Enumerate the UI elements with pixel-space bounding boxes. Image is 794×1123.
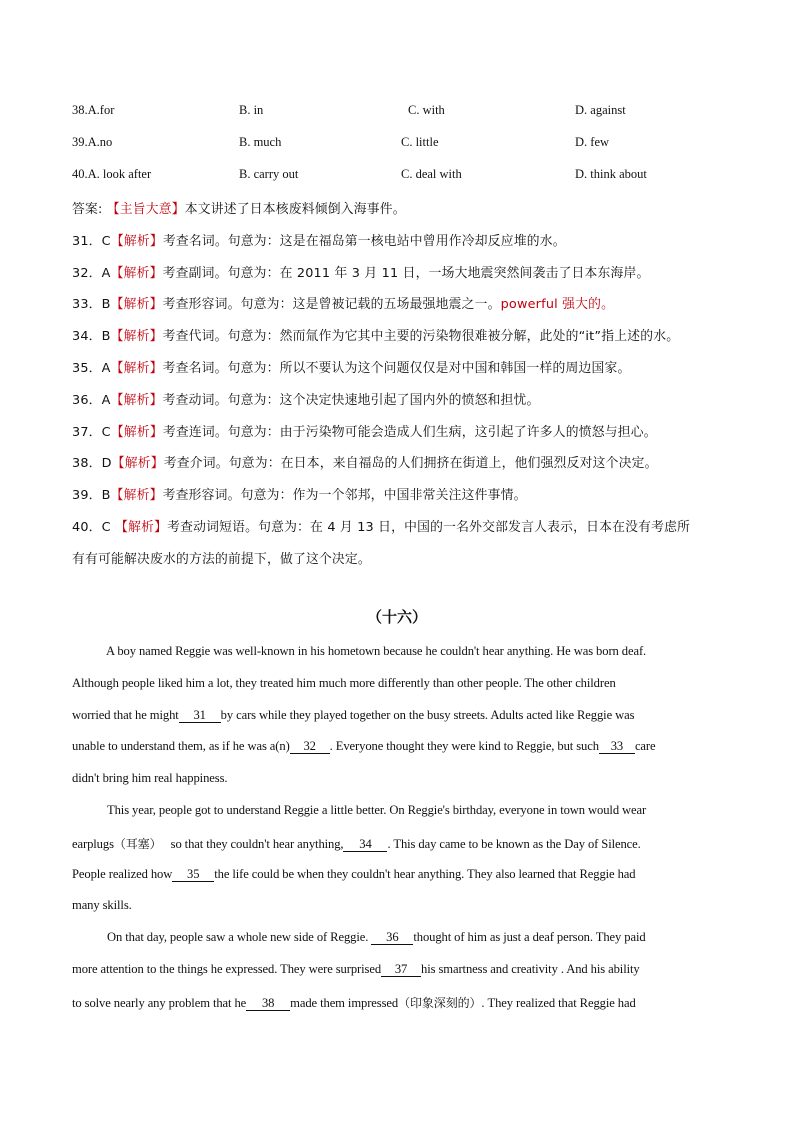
blank-38[interactable]: 38 [246,997,290,1011]
section-title: （十六） [366,608,427,626]
main-idea-tag: 【主旨大意】 [106,202,185,217]
option-row-40 [72,167,732,187]
answer-39: 39．B【解析】考查形容词。句意为：作为一个邻邦，中国非常关注这件事情。 [72,488,527,503]
main-idea-text: 本文讲述了日本核废料倾倒入海事件。 [184,202,406,217]
option-b: B. in [239,103,264,117]
option-c: C. deal with [401,167,462,181]
blank-33[interactable]: 33 [599,740,635,754]
answer-40: 40．C 【解析】考查动词短语。句意为：在 4 月 13 日，中国的一名外交部发言人表示，日本在没有考虑所 [72,520,691,535]
option-d: D. few [575,135,610,149]
blank-32[interactable]: 32 [290,740,330,754]
passage-line: didn't bring him real happiness. [72,771,228,785]
passage-line: earplugs（耳塞） so that they couldn't hear anything, 34 . This day came to be known as the Day of Silence. [72,837,641,851]
option-a: 38.A.for [72,103,115,117]
passage-line: worried that he might 31 by cars while they played together on the busy streets. Adults acted like Reggie was [72,708,635,722]
passage-line: Although people liked him a lot, they treated him much more differently than other people. The other children [72,676,616,690]
passage-line: A boy named Reggie was well-known in his hometown because he couldn't hear anything. He was born deaf. [106,644,647,658]
answer-35: 35．A【解析】考查名词。句意为：所以不要认为这个问题仅仅是对中国和韩国一样的周边国家。 [72,361,631,376]
answer-header [72,198,732,217]
answer-33: 33．B【解析】考查形容词。句意为：这是曾被记载的五场最强地震之一。powerful 强大的。 [72,297,615,312]
passage-line: People realized how 35 the life could be when they couldn't hear anything. They also learned that Reggie had [72,867,636,881]
passage-line: many skills. [72,898,132,912]
passage-line: to solve nearly any problem that he 38 made them impressed（印象深刻的）. They realized that Reggie had [72,996,636,1010]
answer-prefix: 答案: [72,202,107,217]
option-b: B. much [239,135,282,149]
option-d: D. against [575,103,626,117]
blank-34[interactable]: 34 [343,838,387,852]
passage-line: This year, people got to understand Reggie a little better. On Reggie's birthday, everyone in town would wear [107,803,647,817]
answer-37: 37．C【解析】考查连词。句意为：由于污染物可能会造成人们生病，这引起了许多人的愤怒与担心。 [72,425,657,440]
answer-32: 32．A【解析】考查副词。句意为：在 2011 年 3 月 11 日，一场大地震突然间袭击了日本东海岸。 [72,266,650,281]
passage-line: more attention to the things he expressed. They were surprised 37 his smartness and creativity . And his ability [72,962,640,976]
blank-36[interactable]: 36 [371,931,413,945]
passage-line: On that day, people saw a whole new side of Reggie. 36 thought of him as just a deaf person. They paid [107,930,646,944]
answer-40-continued: 有有可能解决废水的方法的前提下，做了这个决定。 [72,552,371,567]
answer-31: 31．C【解析】考查名词。句意为：这是在福岛第一核电站中曾用作冷却反应堆的水。 [72,234,566,249]
option-row-38 [72,103,732,123]
blank-31[interactable]: 31 [179,709,221,723]
option-c: C. little [401,135,439,149]
option-b: B. carry out [239,167,299,181]
answer-34: 34．B【解析】考查代词。句意为：然而氚作为它其中主要的污染物很难被分解，此处的“it”指上述的水。 [72,329,680,344]
option-c: C. with [408,103,445,117]
blank-35[interactable]: 35 [172,868,214,882]
option-a: 39.A.no [72,135,113,149]
option-d: D. think about [575,167,647,181]
answer-36: 36．A【解析】考查动词。句意为：这个决定快速地引起了国内外的愤怒和担忧。 [72,393,540,408]
blank-37[interactable]: 37 [381,963,421,977]
answer-38: 38．D【解析】考查介词。句意为：在日本，来自福岛的人们拥挤在街道上，他们强烈反对这个决定。 [72,456,658,471]
passage-line: unable to understand them, as if he was a(n) 32 . Everyone thought they were kind to Reggie, but such 33 care [72,739,656,753]
option-a: 40.A. look after [72,167,152,181]
option-row-39 [72,135,732,155]
